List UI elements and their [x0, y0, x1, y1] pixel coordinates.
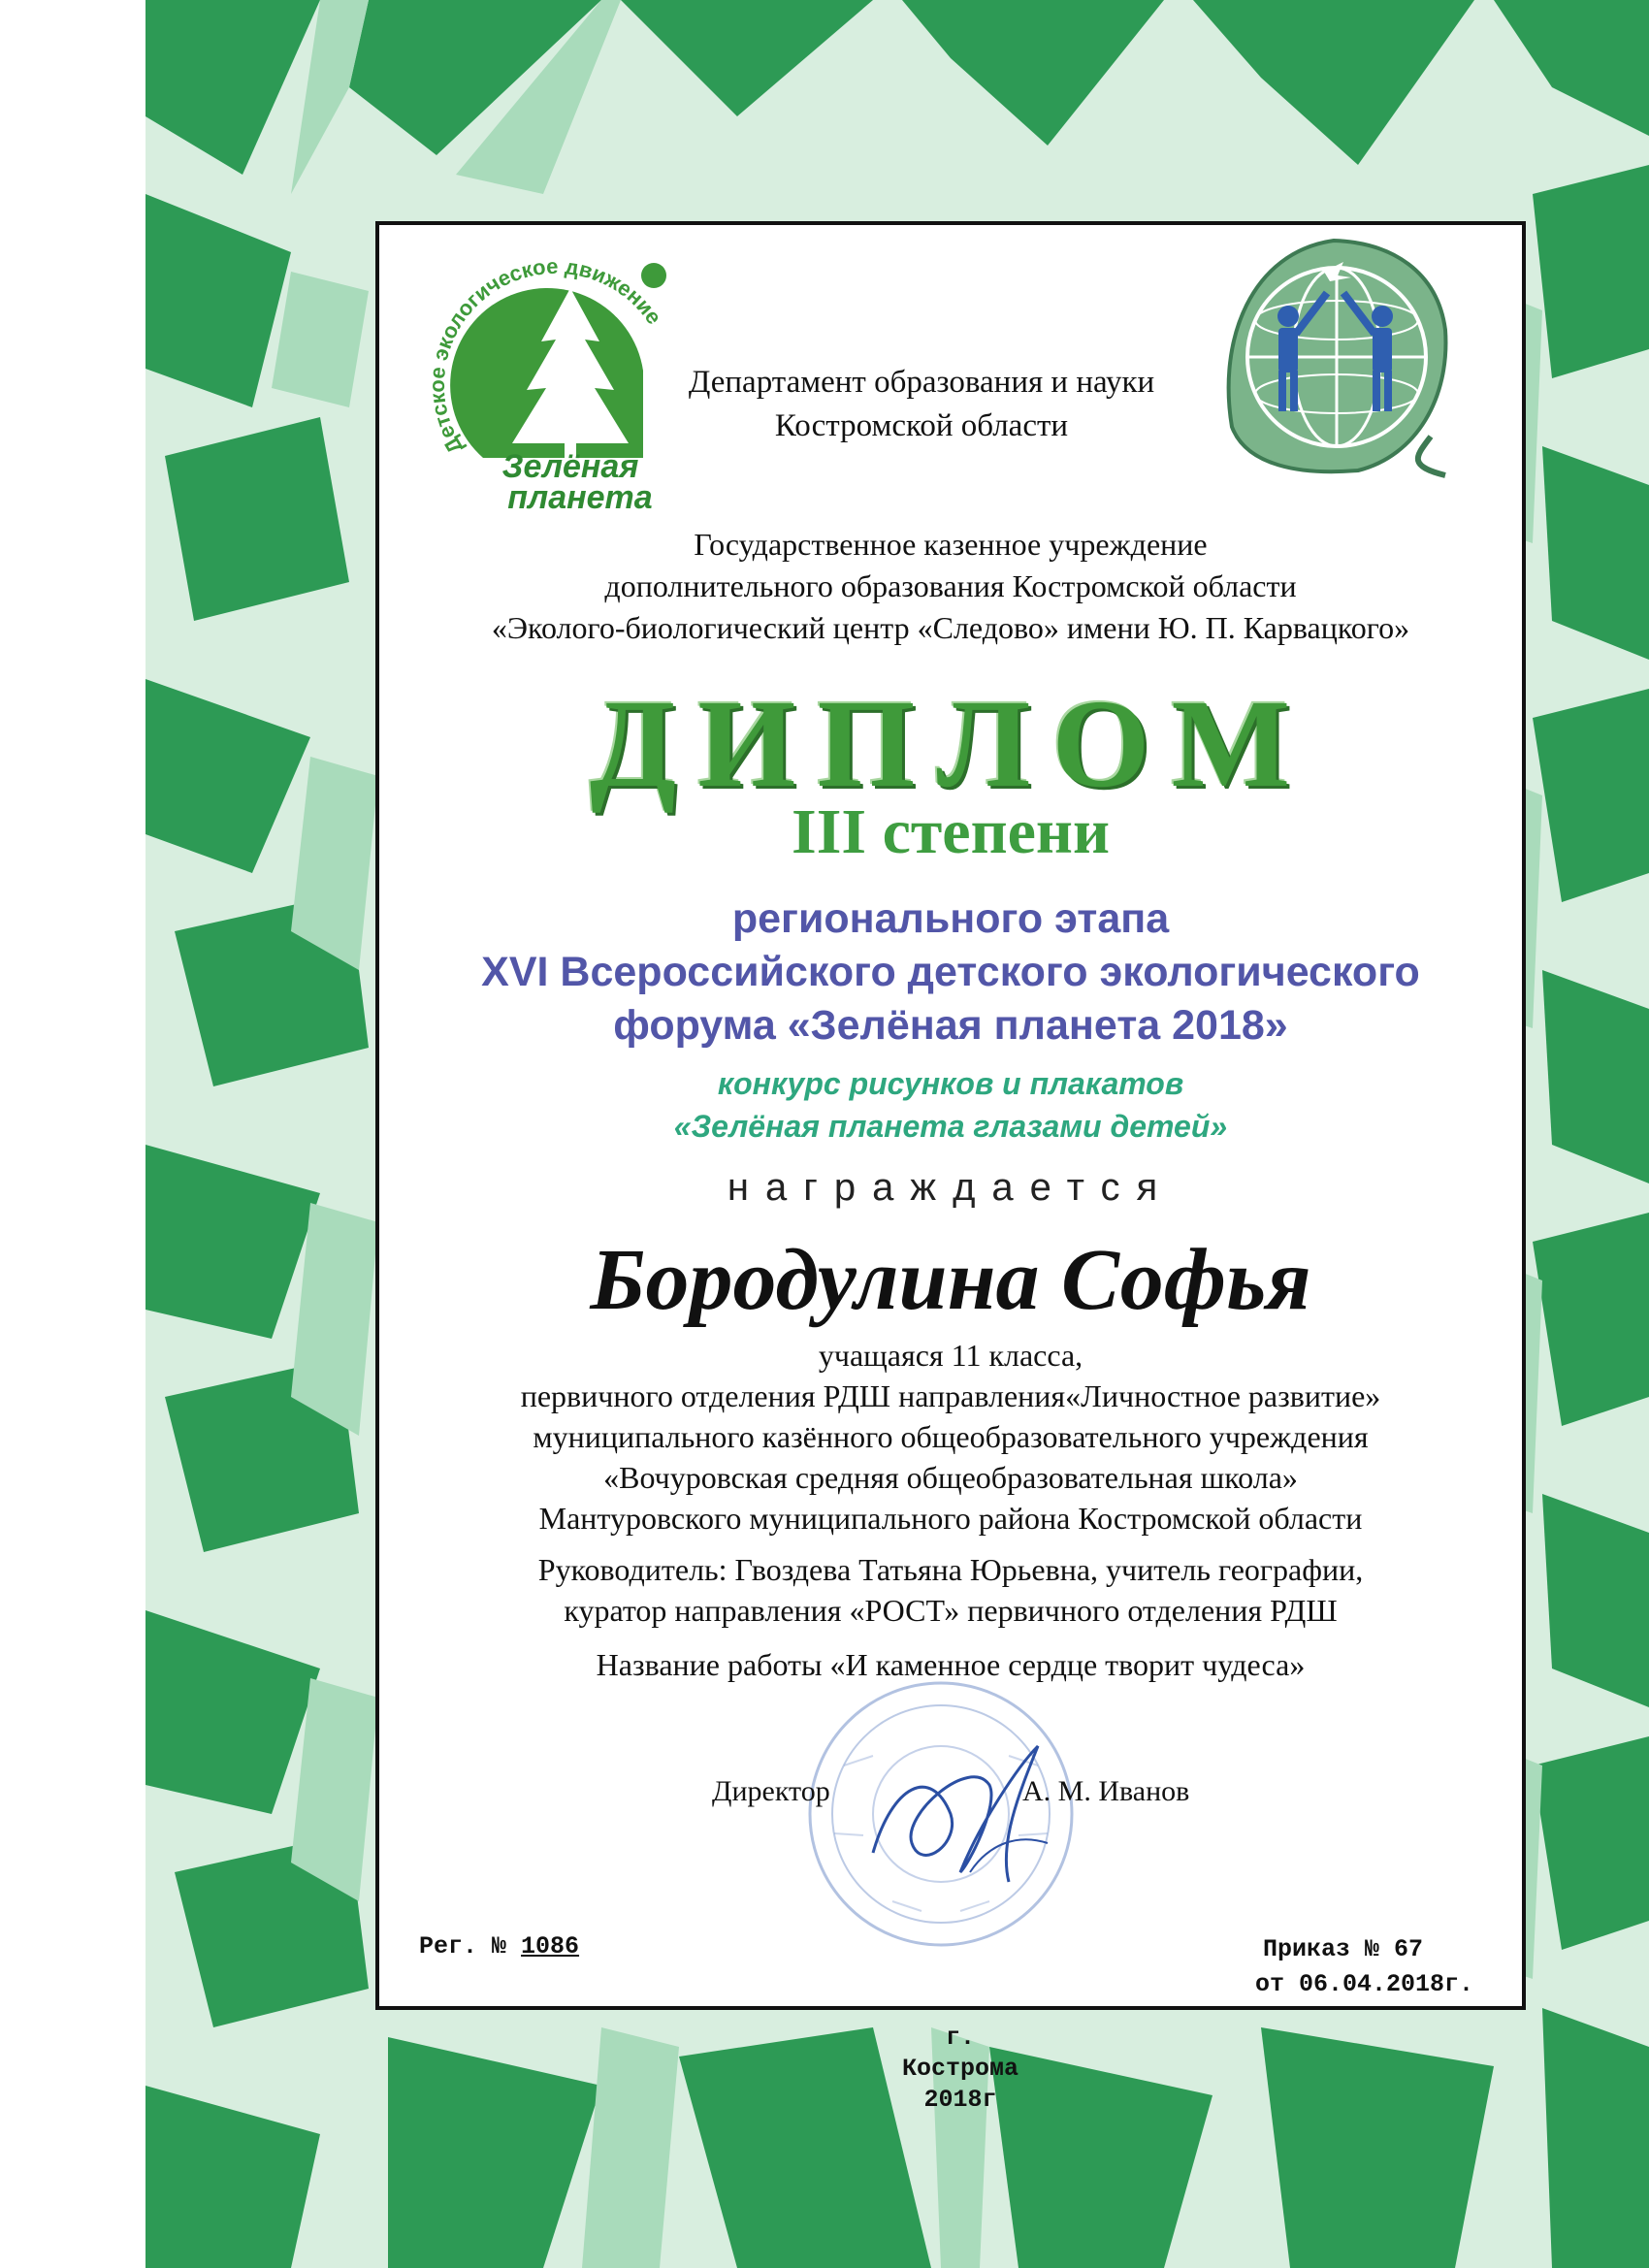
contest-block: [407, 1062, 1494, 1148]
awarded-label: награждается: [727, 1166, 1175, 1209]
details-line3: муниципального казённого общеобразовательного учреждения: [533, 1419, 1369, 1454]
event-line2: XVI Всероссийского детского экологического: [481, 949, 1420, 995]
order-line1: Приказ № 67: [1263, 1935, 1424, 1963]
logo-arc-text: Детское экологическое движение: [425, 253, 667, 459]
institution-line3: «Эколого-биологический центр «Следово» имени Ю. П. Карвацкого»: [491, 610, 1410, 645]
order-line2: от 06.04.2018г.: [1255, 1970, 1474, 1998]
logo-name-line1: Зелёная: [501, 448, 639, 485]
institution-block: [407, 524, 1494, 649]
order-info: [1255, 1932, 1474, 2002]
director-name: А. М. Иванов: [1022, 1775, 1190, 1807]
details-line1: учащаяся 11 класса,: [818, 1338, 1083, 1373]
diploma-title: ДИПЛОМ: [589, 674, 1312, 814]
event-block: [407, 892, 1494, 1053]
department-header: [660, 361, 1183, 448]
city-line2: 2018г: [923, 2086, 997, 2114]
city-line1: г. Кострома: [901, 2024, 1019, 2083]
leaf-globe-emblem: [1212, 233, 1455, 480]
diploma-degree: III степени: [792, 796, 1110, 867]
contest-line1: конкурс рисунков и плакатов: [717, 1066, 1184, 1101]
work-title: Название работы «И каменное сердце творит чудеса»: [596, 1647, 1306, 1682]
city-year: [883, 2023, 1038, 2116]
department-line2: Костромской области: [774, 408, 1069, 443]
event-line1: регионального этапа: [731, 895, 1170, 942]
registration-value: 1086: [521, 1932, 580, 1960]
details-line5: Мантуровского муниципального района Костромской области: [538, 1501, 1363, 1536]
registration-number: [419, 1932, 579, 1960]
event-line3: форума «Зелёная планета 2018»: [613, 1002, 1288, 1049]
department-line1: Департамент образования и науки: [688, 365, 1155, 400]
director-label: Директор: [712, 1775, 830, 1807]
logo-name-line2: планета: [507, 479, 653, 516]
contest-line2: «Зелёная планета глазами детей»: [673, 1109, 1228, 1144]
supervisor-line2: куратор направления «РОСТ» первичного отделения РДШ: [564, 1593, 1338, 1628]
recipient-name: Бородулина Софья: [590, 1232, 1311, 1328]
green-planet-logo: [425, 235, 687, 516]
registration-label: Рег. №: [419, 1932, 507, 1960]
institution-line2: дополнительного образования Костромской области: [604, 568, 1297, 603]
supervisor-line1: Руководитель: Гвоздева Татьяна Юрьевна, учитель географии,: [537, 1552, 1364, 1587]
institution-line1: Государственное казенное учреждение: [694, 527, 1208, 562]
supervisor-block: [407, 1549, 1494, 1631]
details-line2: первичного отделения РДШ направления«Личностное развитие»: [520, 1378, 1381, 1413]
director-signature: [854, 1727, 1067, 1901]
recipient-details: [407, 1335, 1494, 1539]
details-line4: «Вочуровская средняя общеобразовательная школа»: [603, 1460, 1298, 1495]
